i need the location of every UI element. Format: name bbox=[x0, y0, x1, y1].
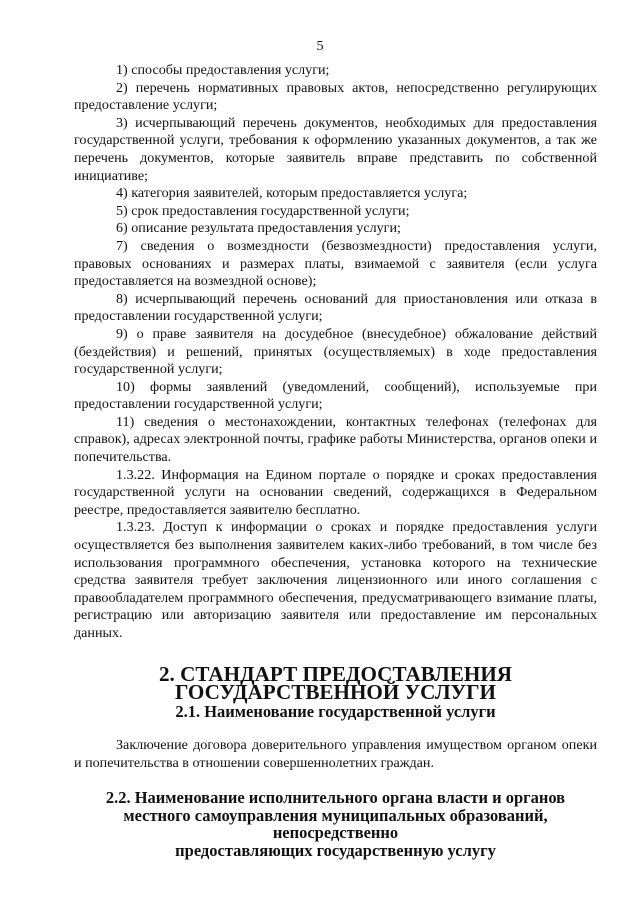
list-item: 7) сведения о возмездности (безвозмездности) предоставления услуги, правовых основаниях и размерах платы, взимаемой с заявителя (если услуга предоставляется на возмездной основе); bbox=[74, 237, 597, 290]
service-information-list bbox=[74, 62, 597, 643]
list-item: 2) перечень нормативных правовых актов, непосредственно регулирующих предоставление услуги; bbox=[74, 79, 597, 114]
section-heading: 2. СТАНДАРТ ПРЕДОСТАВЛЕНИЯ ГОСУДАРСТВЕННОЙ УСЛУГИ bbox=[158, 662, 513, 704]
list-item: 4) категория заявителей, которым предоставляется услуга; bbox=[116, 185, 468, 202]
list-item: 9) о праве заявителя на досудебное (внесудебное) обжалование действий (бездействия) и решений, принятых (осуществляемых) в ходе предоставления государственной услуги; bbox=[74, 325, 597, 378]
subheading-line: местного самоуправления муниципальных образований, непосредственно bbox=[123, 805, 548, 843]
subheading-line: предоставляющих государственную услугу bbox=[175, 840, 496, 860]
subheading-2-2 bbox=[74, 789, 597, 859]
list-item: 8) исчерпывающий перечень оснований для приостановления или отказа в предоставлении государственной услуги; bbox=[74, 290, 597, 325]
paragraph-1-3-23: 1.3.23. Доступ к информации о сроках и порядке предоставления услуги осуществляется без выполнения заявителем каких-либо требований, в том числе без использования программного обеспечения, установка которого на технические средства заявителя требует заключения лицензионного или иного соглашения с правообладателем программного обеспечения, предусматривающего взимание платы, регистрацию или авторизацию заявителя или предоставление им персональных данных. bbox=[74, 519, 597, 641]
list-item: 6) описание результата предоставления услуги; bbox=[116, 220, 401, 237]
service-name-paragraph: Заключение договора доверительного управления имуществом органом опеки и попечительства в отношении совершеннолетних граждан. bbox=[74, 737, 597, 771]
list-item: 10) формы заявлений (уведомлений, сообщений), используемые при предоставлении государственной услуги; bbox=[74, 378, 597, 413]
list-item: 11) сведения о местонахождении, контактных телефонах (телефонах для справок), адресах электронной почты, графике работы Министерства, органов опеки и попечительства. bbox=[74, 413, 597, 466]
subheading-line: 2.2. Наименование исполнительного органа власти и органов bbox=[105, 788, 566, 807]
service-name-block bbox=[74, 737, 597, 772]
list-item: 3) исчерпывающий перечень документов, необходимых для предоставления государственной услуги, требования к оформлению указанных документов, а так же перечень документов, которые заявитель вправе представить по собственной инициативе; bbox=[74, 114, 597, 184]
subheading-2-1: 2.1. Наименование государственной услуги bbox=[175, 702, 496, 721]
paragraph-1-3-22: 1.3.22. Информация на Едином портале о порядке и сроках предоставления государственной услуги на основании сведений, содержащихся в Федеральном реестре, предоставляется заявителю бесплатно. bbox=[74, 466, 597, 518]
page-number: 5 bbox=[316, 38, 324, 54]
list-item: 5) срок предоставления государственной услуги; bbox=[116, 202, 410, 219]
list-item: 1) способы предоставления услуги; bbox=[116, 62, 330, 78]
